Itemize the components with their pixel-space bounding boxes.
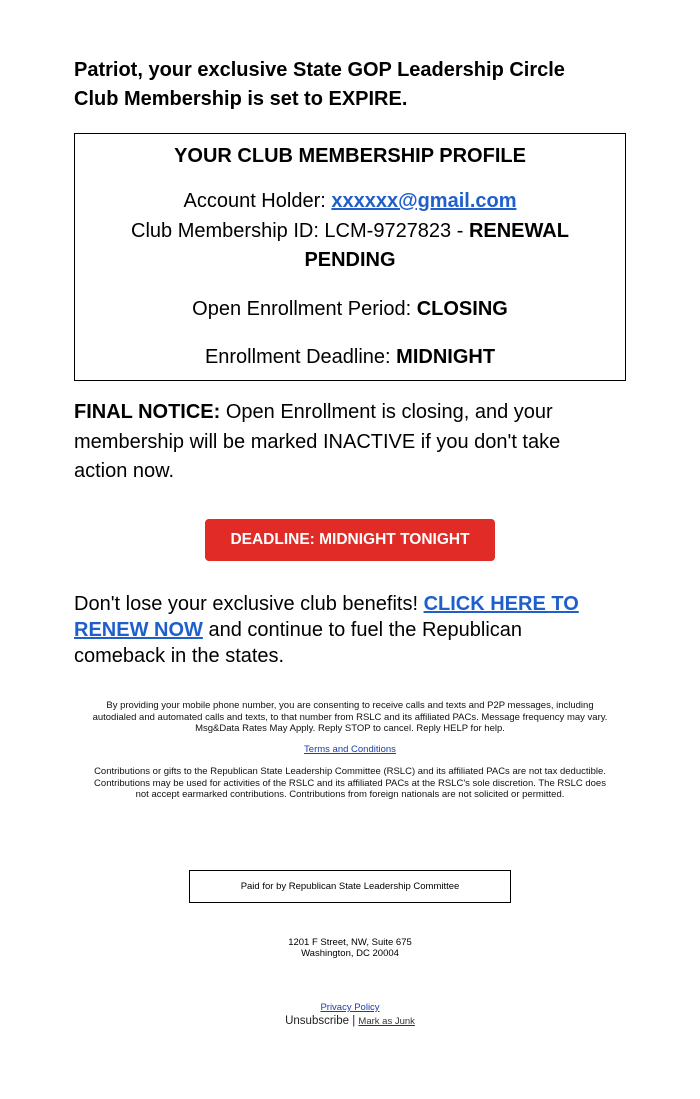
renew-link-part-1[interactable]: CLICK HERE TO <box>423 593 579 615</box>
contributions-disclaimer <box>74 766 626 801</box>
renew-text-3: comeback in the states. <box>74 645 285 667</box>
final-notice-text-3: action now. <box>74 460 175 482</box>
renew-text-1: Don't lose your exclusive club benefits! <box>74 593 424 615</box>
profile-title: YOUR CLUB MEMBERSHIP PROFILE <box>174 145 526 167</box>
terms-link[interactable]: Terms and Conditions <box>304 744 396 755</box>
headline <box>74 56 634 114</box>
terms-row <box>0 744 700 756</box>
enrollment-period-value: CLOSING <box>416 298 508 320</box>
renew-text-2: and continue to fuel the Republican <box>202 619 523 641</box>
membership-status-2: PENDING <box>304 249 396 271</box>
enrollment-deadline-label: Enrollment Deadline: <box>204 346 397 368</box>
membership-status-line-2 <box>95 246 605 275</box>
mark-as-junk-link[interactable]: Mark as Junk <box>358 1016 415 1027</box>
contributions-line-1: Contributions or gifts to the Republican State Leadership Committee (RSLC) and its affiliated PACs are not tax deductible. <box>94 766 606 777</box>
sms-disclaimer-line-2: autodialed and automated calls and texts, to that number from RSLC and its affiliated PACs. Message frequency may vary. <box>92 711 608 723</box>
account-holder-label: Account Holder: <box>183 190 332 212</box>
final-notice-text-1: Open Enrollment is closing, and your <box>220 401 553 423</box>
address-line-2: Washington, DC 20004 <box>301 948 399 959</box>
membership-status-1: RENEWAL <box>468 220 569 242</box>
deadline-button[interactable]: DEADLINE: MIDNIGHT TONIGHT <box>205 519 495 561</box>
account-holder-line <box>95 187 605 216</box>
privacy-policy-link[interactable]: Privacy Policy <box>320 1002 380 1013</box>
footer-separator: | <box>349 1015 359 1027</box>
sms-disclaimer <box>74 700 626 735</box>
mailing-address <box>0 937 700 959</box>
headline-line-1: Patriot, your exclusive State GOP Leadership Circle <box>74 59 565 81</box>
sms-disclaimer-line-1: By providing your mobile phone number, you are consenting to receive calls and texts and P2P messages, including <box>106 700 594 711</box>
contributions-line-3: not accept earmarked contributions. Contributions from foreign nationals are not solicited or permitted. <box>135 789 565 800</box>
enrollment-period-line <box>95 295 605 324</box>
sms-disclaimer-line-3: Msg&Data Rates May Apply. Reply STOP to cancel. Reply HELP for help. <box>195 723 505 734</box>
contributions-line-2: Contributions may be used for activities of the RSLC and its affiliated PACs at the RSLC's sole discretion. The RSLC does <box>94 777 606 789</box>
final-notice <box>74 398 619 487</box>
enrollment-deadline-line <box>95 343 605 372</box>
membership-profile-box <box>74 133 626 381</box>
membership-id-label: Club Membership ID: LCM-9727823 - <box>131 220 469 242</box>
account-email-link[interactable]: xxxxxx@gmail.com <box>331 190 517 212</box>
enrollment-deadline-value: MIDNIGHT <box>396 346 496 368</box>
enrollment-period-label: Open Enrollment Period: <box>192 298 417 320</box>
unsubscribe-link[interactable]: Unsubscribe <box>285 1015 350 1027</box>
headline-line-2: Club Membership is set to EXPIRE. <box>74 88 408 110</box>
membership-id-line <box>95 217 605 246</box>
privacy-row <box>0 1002 700 1014</box>
renew-paragraph <box>74 591 634 669</box>
address-line-1: 1201 F Street, NW, Suite 675 <box>288 937 412 948</box>
paid-for-box: Paid for by Republican State Leadership Committee <box>189 870 511 903</box>
final-notice-label: FINAL NOTICE: <box>74 401 221 423</box>
unsubscribe-row <box>0 1014 700 1029</box>
final-notice-text-2: membership will be marked INACTIVE if you don't take <box>74 430 561 453</box>
renew-link-part-2[interactable]: RENEW NOW <box>74 619 203 641</box>
